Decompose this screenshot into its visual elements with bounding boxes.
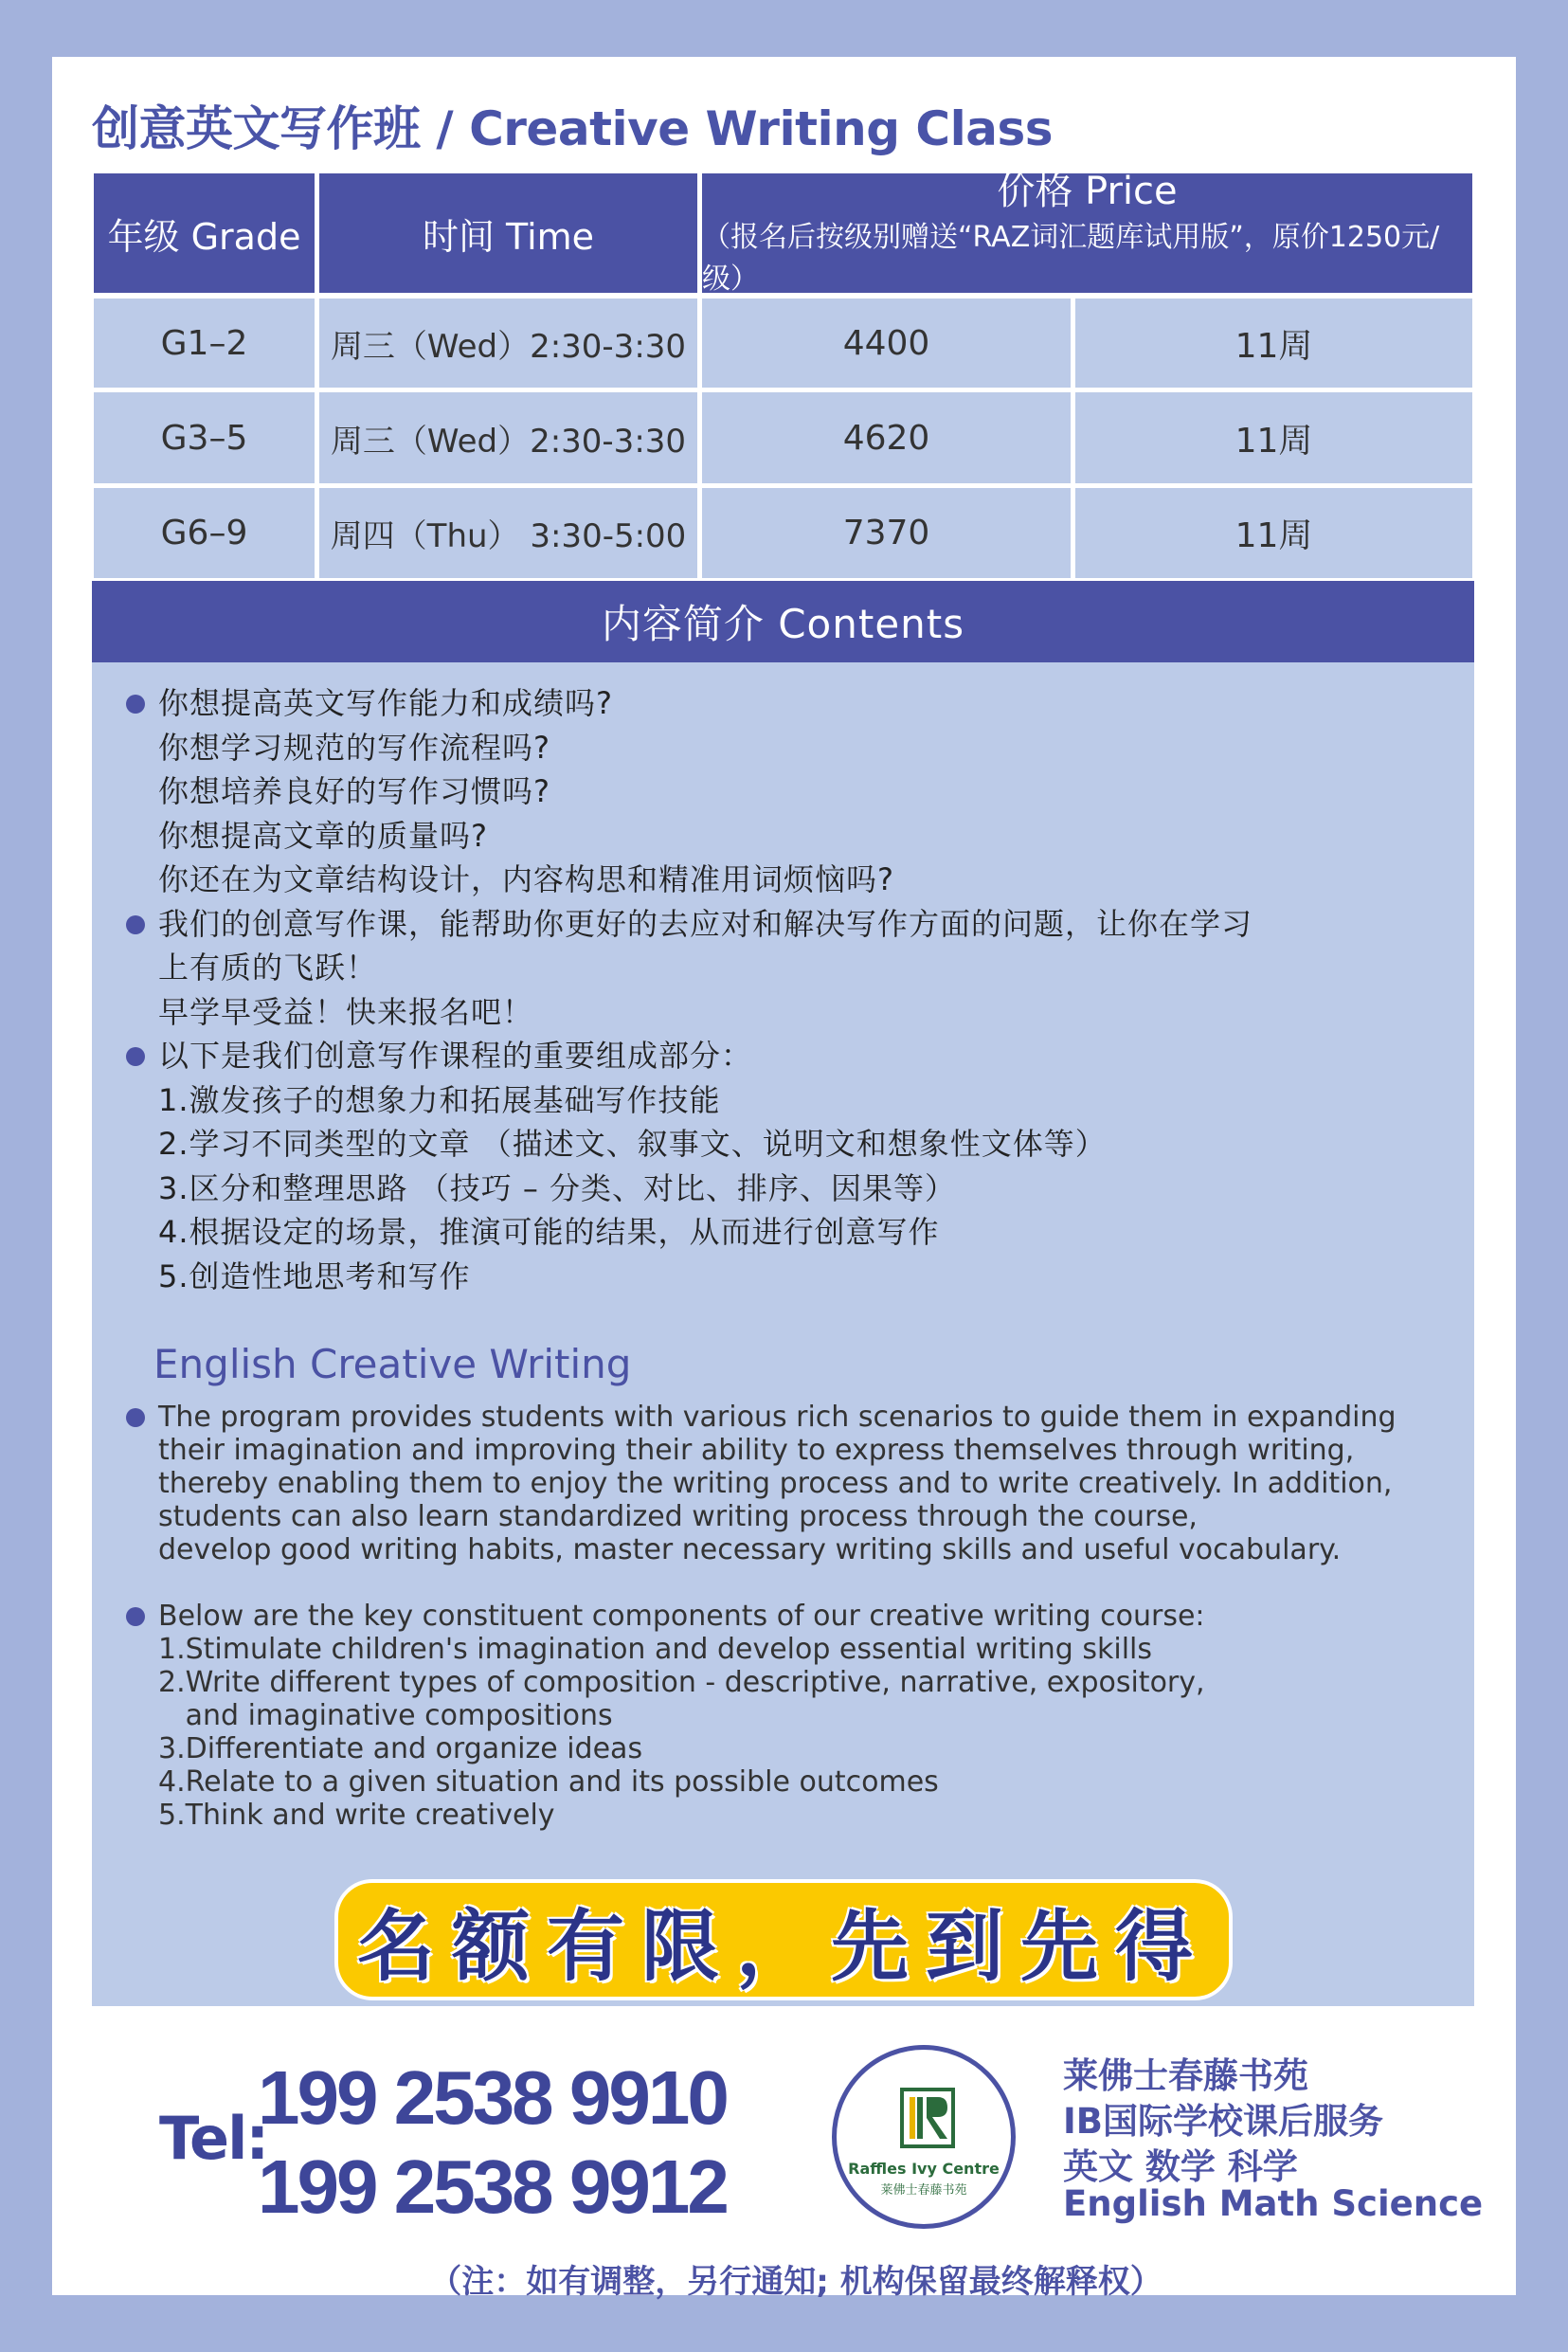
org-subjects-zh: 英文 数学 科学	[1063, 2146, 1298, 2187]
en-line: Below are the key constituent components of our creative writing course:	[158, 1600, 1466, 1633]
price-header-note: （报名后按级别赠送“RAZ词汇题库试用版”，原价1250元/级）	[702, 221, 1440, 296]
contents-heading: 内容简介 Contents	[92, 581, 1474, 662]
zh-line: 你想提高文章的质量吗?	[158, 817, 488, 854]
logo-mark-icon	[900, 2088, 955, 2148]
zh-line: 5.创造性地思考和写作	[158, 1257, 471, 1294]
tel-label: Tel:	[159, 2104, 268, 2173]
table-cell-weeks: 11周	[1075, 299, 1472, 388]
english-paragraph-1	[158, 1401, 1466, 1566]
zh-line: 我们的创意写作课，能帮助你更好的去应对和解决写作方面的问题，让你在学习	[158, 902, 1456, 947]
english-heading: English Creative Writing	[153, 1341, 632, 1387]
limited-seats-banner: 名额有限，先到先得	[334, 1879, 1233, 2000]
english-paragraph-2	[158, 1600, 1466, 1832]
logo-english-name: Raffles Ivy Centre	[848, 2160, 1000, 2178]
zh-line: 你想学习规范的写作流程吗?	[158, 729, 550, 766]
en-line: 4.Relate to a given situation and its possible outcomes	[158, 1765, 939, 1799]
en-line: 1.Stimulate children's imagination and develop essential writing skills	[158, 1633, 1153, 1666]
logo-chinese-name: 莱佛士春藤书苑	[880, 2183, 967, 2198]
zh-line: 2.学习不同类型的文章 （描述文、叙事文、说明文和想象性文体等）	[158, 1126, 1107, 1162]
zh-line: 1.激发孩子的想象力和拓展基础写作技能	[158, 1081, 721, 1118]
table-cell-grade: G6–9	[94, 488, 315, 578]
table-cell-price: 7370	[702, 488, 1071, 578]
phone-number[interactable]: 199 2538 9910	[258, 2055, 727, 2140]
price-header	[702, 170, 1472, 296]
bullet-icon	[126, 1047, 145, 1066]
zh-line: 你还在为文章结构设计，内容构思和精准用词烦恼吗?	[158, 861, 894, 897]
zh-line: 早学早受益！快来报名吧！	[158, 993, 534, 1030]
org-name: 莱佛士春藤书苑	[1063, 2055, 1308, 2096]
phone-number[interactable]: 199 2538 9912	[258, 2144, 727, 2229]
zh-line: 以下是我们创意写作课程的重要组成部分：	[158, 1034, 1456, 1078]
price-header-label: 价格 Price	[997, 170, 1178, 213]
bullet-icon	[126, 1408, 145, 1427]
en-line: develop good writing habits, master necessary writing skills and useful vocabulary.	[158, 1533, 1342, 1566]
bullet-icon	[126, 915, 145, 934]
org-service: IB国际学校课后服务	[1063, 2101, 1383, 2142]
table-cell-price: 4400	[702, 299, 1071, 388]
zh-line: 4.根据设定的场景，推演可能的结果，从而进行创意写作	[158, 1214, 940, 1250]
zh-description	[158, 681, 1456, 1298]
zh-line: 你想培养良好的写作习惯吗?	[158, 773, 550, 809]
table-cell-grade: G1–2	[94, 299, 315, 388]
footer-note: （注：如有调整，另行通知; 机构保留最终解释权）	[429, 2263, 1162, 2301]
zh-line: 上有质的飞跃！	[158, 950, 378, 986]
table-cell-time: 周三（Wed）2:30-3:30	[319, 299, 697, 388]
table-cell-weeks: 11周	[1075, 392, 1472, 483]
table-cell-price: 4620	[702, 392, 1071, 483]
bullet-icon	[126, 1607, 145, 1626]
en-line: and imaginative compositions	[158, 1699, 613, 1732]
en-line: students can also learn standardized writing process through the course,	[158, 1500, 1198, 1533]
bullet-icon	[126, 695, 145, 714]
logo	[832, 2045, 1016, 2229]
en-line: thereby enabling them to enjoy the writing process and to write creatively. In addition,	[158, 1467, 1393, 1500]
table-cell-weeks: 11周	[1075, 488, 1472, 578]
time-header: 时间 Time	[319, 173, 697, 293]
en-line: 3.Differentiate and organize ideas	[158, 1732, 643, 1765]
en-line: 2.Write different types of composition - descriptive, narrative, expository,	[158, 1666, 1205, 1699]
zh-line: 3.区分和整理思路 （技巧 – 分类、对比、排序、因果等）	[158, 1169, 957, 1206]
en-line: their imagination and improving their ability to express themselves through writing,	[158, 1434, 1355, 1467]
zh-line: 你想提高英文写作能力和成绩吗?	[158, 681, 1456, 726]
page-title: 创意英文写作班 / Creative Writing Class	[92, 101, 1054, 156]
table-cell-time: 周四（Thu） 3:30-5:00	[319, 488, 697, 578]
org-subjects-en: English Math Science	[1063, 2183, 1484, 2224]
table-cell-grade: G3–5	[94, 392, 315, 483]
table-cell-time: 周三（Wed）2:30-3:30	[319, 392, 697, 483]
en-line: The program provides students with various rich scenarios to guide them in expanding	[158, 1401, 1466, 1434]
contents-panel	[92, 662, 1474, 2006]
en-line: 5.Think and write creatively	[158, 1799, 555, 1832]
grade-header: 年级 Grade	[94, 173, 315, 293]
